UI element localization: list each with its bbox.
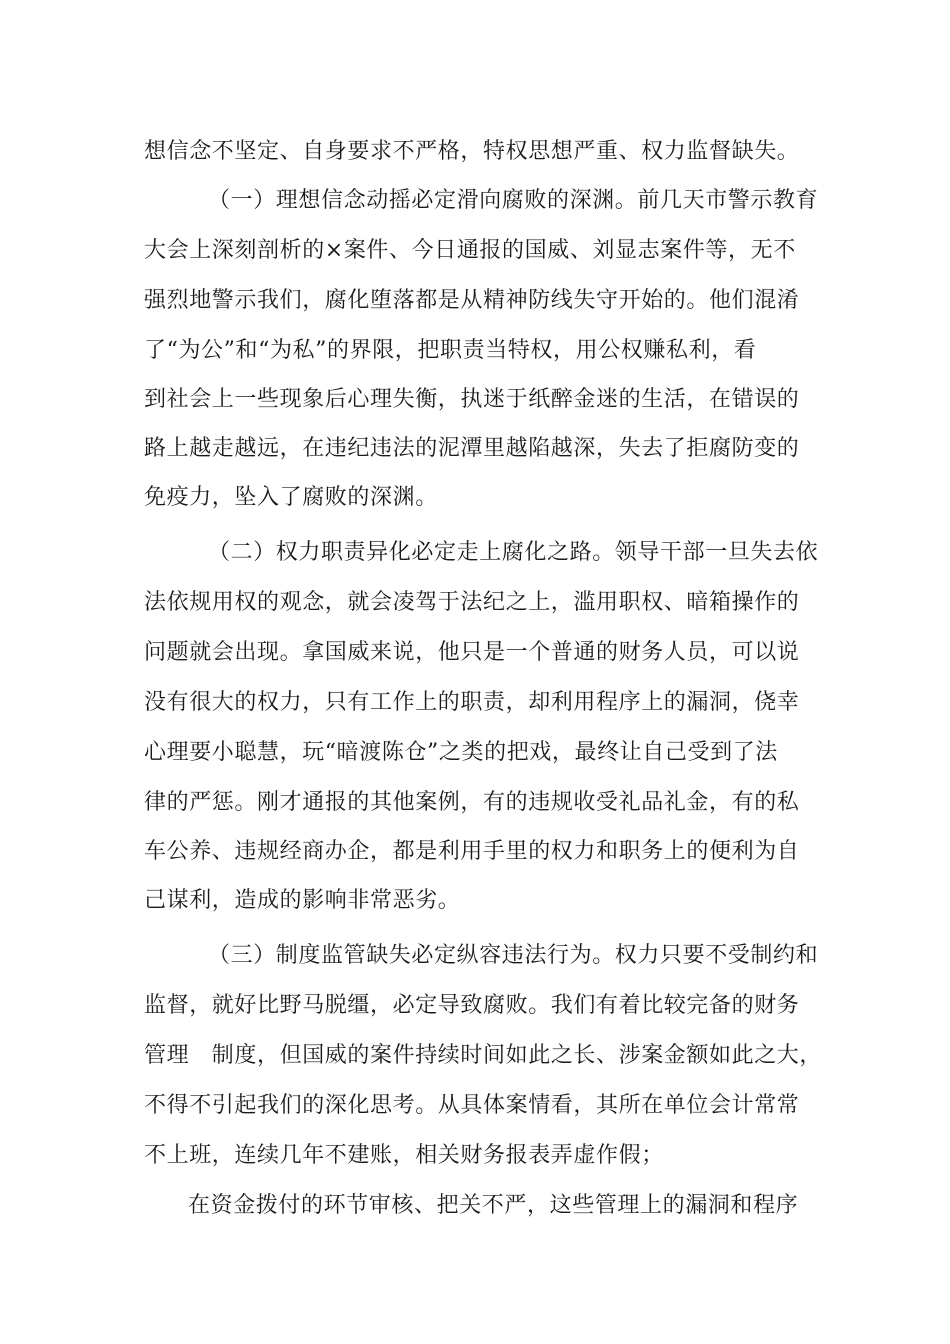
text-line-4: 强烈地警示我们，腐化堕落都是从精神防线失守开始的。他们混淆 bbox=[144, 288, 800, 313]
text-line-12: 没有很大的权力，只有工作上的职责，却利用程序上的漏洞，侥幸 bbox=[144, 690, 800, 715]
text-line-20: 不得不引起我们的深化思考。从具体案情看，其所在单位会计常常 bbox=[144, 1093, 800, 1118]
text-line-13: 心理要小聪慧，玩“暗渡陈仓”之类的把戏，最终让自己受到了法 bbox=[144, 740, 778, 765]
text-line-16: 己谋利，造成的影响非常恶劣。 bbox=[144, 888, 461, 913]
text-line-1: 想信念不坚定、自身要求不严格，特权思想严重、权力监督缺失。 bbox=[144, 139, 800, 164]
text-line-21: 不上班，连续几年不建账，相关财务报表弄虚作假； bbox=[144, 1143, 664, 1168]
text-line-7: 路上越走越远，在违纪违法的泥潭里越陷越深，失去了拒腐防变的 bbox=[144, 436, 800, 461]
text-line-18: 监督，就好比野马脱缰，必定导致腐败。我们有着比较完备的财务 bbox=[144, 993, 800, 1018]
text-line-9: （二）权力职责异化必定走上腐化之路。领导干部一旦失去依 bbox=[208, 540, 819, 565]
text-line-14: 律的严惩。刚才通报的其他案例，有的违规收受礼品礼金，有的私 bbox=[144, 790, 800, 815]
text-line-19: 管理 制度，但国威的案件持续时间如此之长、涉案金额如此之大， bbox=[144, 1043, 823, 1068]
text-line-15: 车公养、违规经商办企，都是利用手里的权力和职务上的便利为自 bbox=[144, 839, 800, 864]
text-line-5: 了“为公”和“为私”的界限，把职责当特权，用公权赚私利，看 bbox=[144, 338, 757, 363]
text-line-8: 免疫力，坠入了腐败的深渊。 bbox=[144, 485, 438, 510]
text-line-11: 问题就会出现。拿国威来说，他只是一个普通的财务人员，可以说 bbox=[144, 640, 800, 665]
text-line-6: 到社会上一些现象后心理失衡，执迷于纸醉金迷的生活，在错误的 bbox=[144, 387, 800, 412]
text-line-22: 在资金拨付的环节审核、把关不严，这些管理上的漏洞和程序 bbox=[188, 1193, 799, 1218]
text-line-2: （一）理想信念动摇必定滑向腐败的深渊。前几天市警示教育 bbox=[208, 188, 819, 213]
text-line-10: 法依规用权的观念，就会凌驾于法纪之上，滥用职权、暗箱操作的 bbox=[144, 590, 800, 615]
text-line-17: （三）制度监管缺失必定纵容违法行为。权力只要不受制约和 bbox=[208, 943, 819, 968]
text-line-3: 大会上深刻剖析的×案件、今日通报的国威、刘显志案件等，无不 bbox=[144, 238, 796, 263]
